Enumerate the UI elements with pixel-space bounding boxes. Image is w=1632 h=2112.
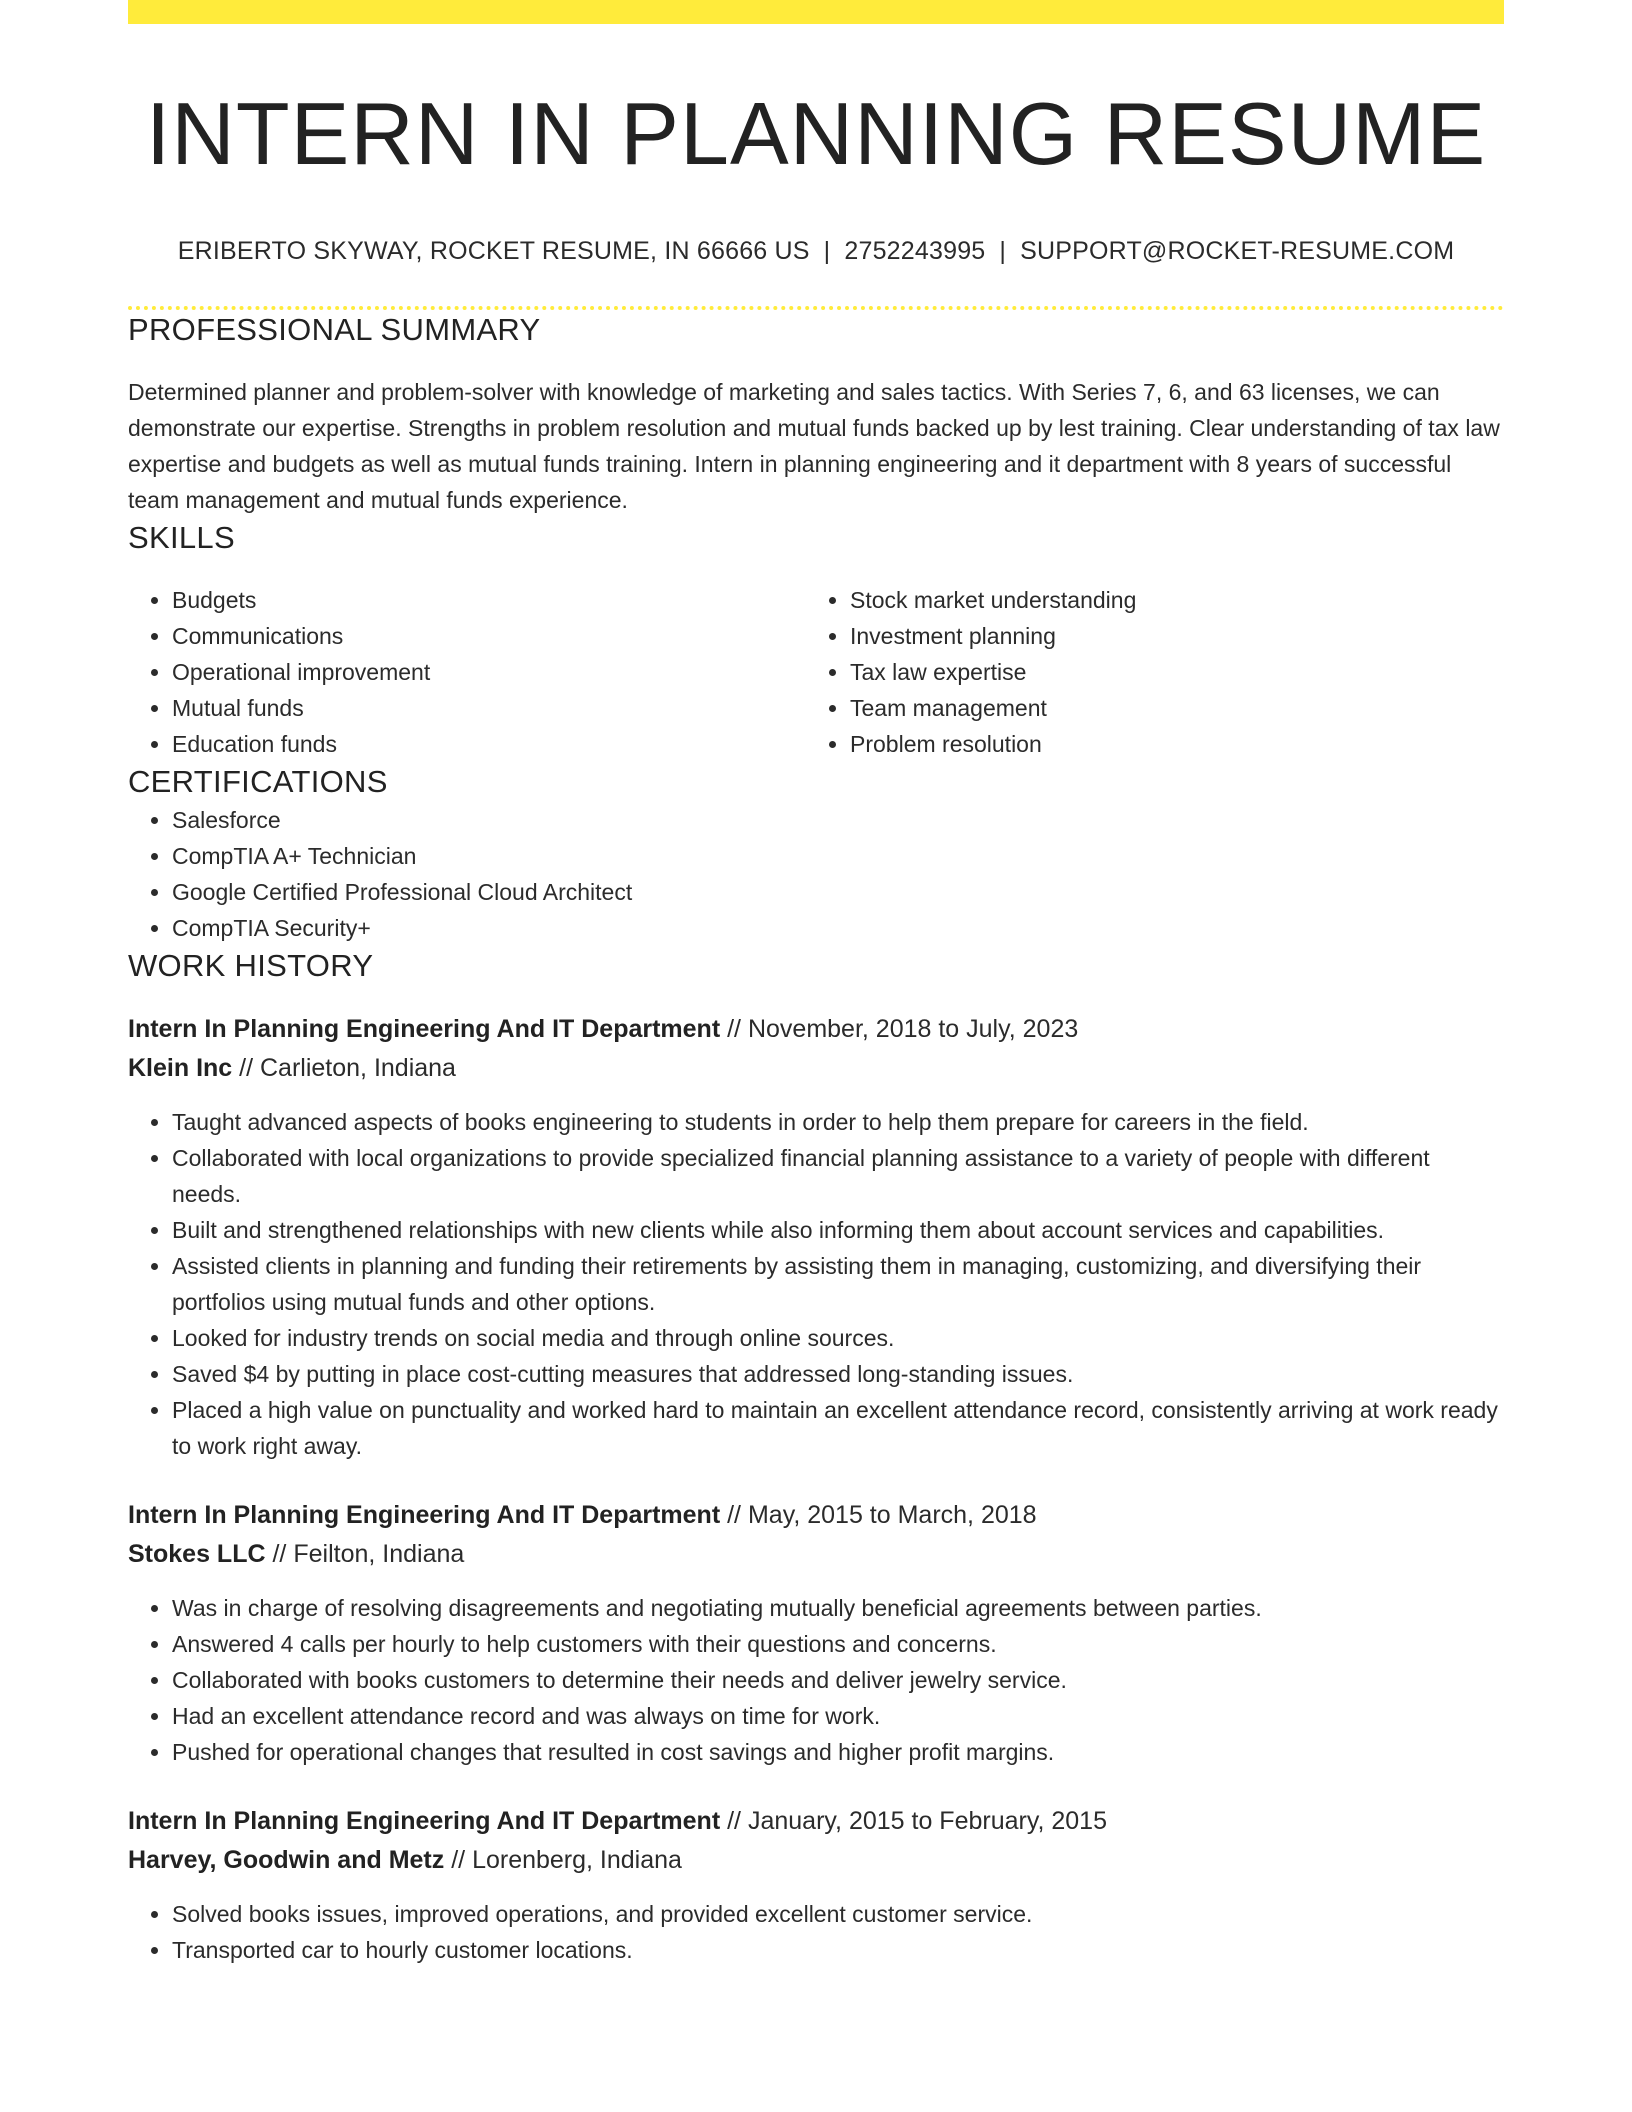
summary-heading: PROFESSIONAL SUMMARY [128, 312, 541, 347]
page-title: INTERN IN PLANNING RESUME [145, 84, 1487, 183]
list-item: • CompTIA Security+ [172, 910, 1504, 946]
list-item: • Was in charge of resolving disagreements and negotiating mutually beneficial agreements between parties. [172, 1590, 1504, 1626]
list-item: • Pushed for operational changes that resulted in cost savings and higher profit margins. [172, 1734, 1504, 1770]
list-item: • Taught advanced aspects of books engineering to students in order to help them prepare for careers in the field. [172, 1104, 1504, 1140]
job-entry [128, 1802, 1504, 1968]
skills-list [128, 582, 1504, 762]
list-item: • Education funds [172, 726, 806, 762]
list-item: • Mutual funds [172, 690, 806, 726]
job-company: Klein Inc [128, 1054, 233, 1082]
contact-separator: | [823, 237, 831, 265]
list-item: • Collaborated with local organizations to provide specialized financial planning assistance to a variety of people with different needs. [172, 1140, 1504, 1212]
job-title-line [128, 1010, 1504, 1049]
list-item: • Operational improvement [172, 654, 806, 690]
separator: // [451, 1846, 466, 1874]
list-item: • Collaborated with books customers to determine their needs and deliver jewelry service. [172, 1662, 1504, 1698]
contact-email: SUPPORT@ROCKET-RESUME.COM [1020, 237, 1455, 265]
list-item: • Salesforce [172, 802, 1504, 838]
job-dates: November, 2018 to July, 2023 [747, 1015, 1079, 1043]
contact-line [128, 234, 1504, 268]
separator: // [239, 1054, 254, 1082]
list-item: • Stock market understanding [850, 582, 1484, 618]
job-location: Lorenberg, Indiana [472, 1846, 682, 1874]
job-bullets [128, 1896, 1504, 1968]
certifications-heading: CERTIFICATIONS [128, 764, 388, 799]
job-title-line [128, 1496, 1504, 1535]
job-entry [128, 1010, 1504, 1464]
skills-column-left [128, 582, 806, 762]
list-item: • Communications [172, 618, 806, 654]
job-title: Intern In Planning Engineering And IT Department [128, 1015, 721, 1043]
list-item: • Had an excellent attendance record and was always on time for work. [172, 1698, 1504, 1734]
job-company: Stokes LLC [128, 1540, 266, 1568]
separator: // [727, 1501, 742, 1529]
job-dates: May, 2015 to March, 2018 [747, 1501, 1037, 1529]
list-item: • Looked for industry trends on social media and through online sources. [172, 1320, 1504, 1356]
accent-bar [128, 0, 1504, 24]
resume-page [128, 0, 1504, 1968]
contact-phone: 2752243995 [844, 237, 986, 265]
job-bullets [128, 1590, 1504, 1770]
separator: // [727, 1807, 742, 1835]
list-item: • Investment planning [850, 618, 1484, 654]
job-company-line [128, 1841, 1504, 1880]
list-item: • Solved books issues, improved operations, and provided excellent customer service. [172, 1896, 1504, 1932]
contact-address: ERIBERTO SKYWAY, ROCKET RESUME, IN 66666 US [177, 237, 810, 265]
job-title-line [128, 1802, 1504, 1841]
list-item: • Tax law expertise [850, 654, 1484, 690]
job-location: Feilton, Indiana [293, 1540, 465, 1568]
list-item: • Placed a high value on punctuality and worked hard to maintain an excellent attendance record, consistently arriving at work ready to work right away. [172, 1392, 1504, 1464]
list-item: • Saved $4 by putting in place cost-cutting measures that addressed long-standing issues. [172, 1356, 1504, 1392]
list-item: • Team management [850, 690, 1484, 726]
job-location: Carlieton, Indiana [260, 1054, 456, 1082]
job-entry [128, 1496, 1504, 1770]
job-company-line [128, 1535, 1504, 1574]
list-item: • Built and strengthened relationships with new clients while also informing them about account services and capabilities. [172, 1212, 1504, 1248]
separator: // [727, 1015, 742, 1043]
skills-column-right [806, 582, 1484, 762]
list-item: • Answered 4 calls per hourly to help customers with their questions and concerns. [172, 1626, 1504, 1662]
work-history-heading: WORK HISTORY [128, 948, 374, 983]
list-item: • Assisted clients in planning and funding their retirements by assisting them in managing, customizing, and diversifying their portfolios using mutual funds and other options. [172, 1248, 1504, 1320]
certifications-list [128, 802, 1504, 946]
job-title: Intern In Planning Engineering And IT Department [128, 1501, 721, 1529]
list-item: • Google Certified Professional Cloud Architect [172, 874, 1504, 910]
list-item: • Budgets [172, 582, 806, 618]
list-item: • Transported car to hourly customer locations. [172, 1932, 1504, 1968]
job-dates: January, 2015 to February, 2015 [747, 1807, 1107, 1835]
contact-separator: | [999, 237, 1007, 265]
list-item: • Problem resolution [850, 726, 1484, 762]
skills-heading: SKILLS [128, 520, 235, 555]
separator: // [272, 1540, 287, 1568]
job-company: Harvey, Goodwin and Metz [128, 1846, 445, 1874]
job-company-line [128, 1049, 1504, 1088]
job-title: Intern In Planning Engineering And IT Department [128, 1807, 721, 1835]
list-item: • CompTIA A+ Technician [172, 838, 1504, 874]
summary-text: Determined planner and problem-solver with knowledge of marketing and sales tactics. With Series 7, 6, and 63 licenses, we can demonstrate our expertise. Strengths in problem resolution and mutual funds backed up by lest training. Clear understanding of tax law expertise and budgets as well as mutual funds training. Intern in planning engineering and it department with 8 years of successful team management and mutual funds experience. [128, 379, 1500, 513]
job-bullets [128, 1104, 1504, 1464]
